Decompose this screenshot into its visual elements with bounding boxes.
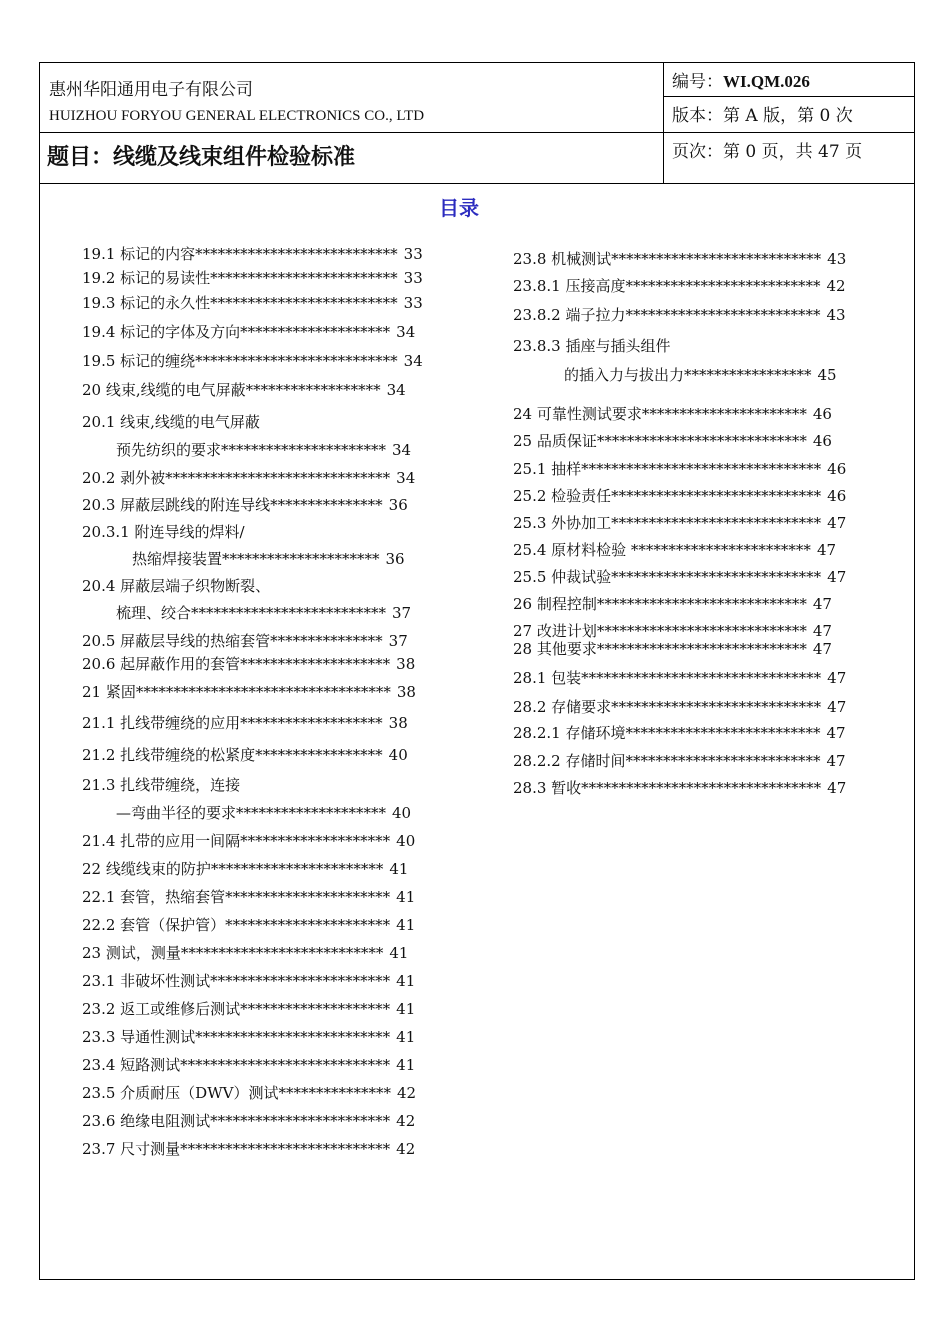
toc-entry-text: 28 其他要求****************************: [513, 640, 807, 658]
toc-entry-page: 41: [396, 1028, 416, 1046]
toc-entry-text: 21.4 扎带的应用一间隔********************: [82, 832, 391, 850]
toc-entry-text: 21.2 扎线带缠绕的松紧度*****************: [82, 746, 383, 764]
toc-entry-text: 20.2 剥外被******************************: [82, 469, 391, 487]
toc-entry-text: 23.4 短路测试****************************: [82, 1056, 391, 1074]
company-name-en: HUIZHOU FORYOU GENERAL ELECTRONICS CO., LTD: [49, 108, 425, 124]
toc-entry-page: 34: [392, 441, 412, 459]
toc-entry-text: 21.1 扎线带缠绕的应用*******************: [82, 714, 383, 732]
toc-left-entry: [82, 1110, 415, 1131]
company-name-cn: 惠州华阳通用电子有限公司: [49, 80, 253, 100]
toc-entry-text: 20.1 线束,线缆的电气屏蔽: [82, 413, 260, 431]
toc-left-entry: [82, 292, 423, 313]
toc-entry-text: 23.5 介质耐压（DWV）测试***************: [82, 1084, 391, 1102]
toc-right-entry: [513, 458, 846, 479]
toc-entry-page: 41: [389, 944, 409, 962]
toc-right-entry: [513, 304, 846, 325]
toc-entry-text: 20.3 屏蔽层跳线的附连导线***************: [82, 496, 383, 514]
toc-left-entry: [82, 681, 416, 702]
toc-left-entry: [82, 243, 423, 264]
toc-entry-text: 23.8 机械测试****************************: [513, 250, 822, 268]
toc-entry-page: 33: [403, 245, 423, 263]
toc-entry-text: 20.4 屏蔽层端子织物断裂、: [82, 577, 271, 595]
toc-entry-page: 34: [403, 352, 423, 370]
toc-right-entry: [513, 275, 846, 296]
toc-left-entry: [82, 575, 270, 596]
toc-entry-page: 41: [396, 1000, 416, 1018]
toc-entry-page: 37: [392, 604, 412, 622]
toc-entry-page: 41: [396, 916, 416, 934]
toc-right-entry: [513, 539, 836, 560]
toc-left-entry: [82, 321, 415, 342]
toc-title: 目录: [439, 196, 479, 220]
toc-entry-page: 45: [817, 366, 837, 384]
toc-entry-text: 28.2.1 存储环境**************************: [513, 724, 821, 742]
toc-entry-text: 23 测试，测量***************************: [82, 944, 384, 962]
toc-entry-text: 28.2.2 存储时间**************************: [513, 752, 821, 770]
toc-right-entry: [513, 667, 846, 688]
toc-right-entry: [513, 485, 846, 506]
toc-left-entry: [82, 411, 260, 432]
toc-left-entry: [82, 774, 240, 795]
toc-left-entry: [82, 350, 423, 371]
toc-entry-text: 19.4 标记的字体及方向********************: [82, 323, 391, 341]
toc-right-entry: [513, 750, 846, 771]
toc-entry-page: 46: [827, 487, 847, 505]
toc-entry-text: 20.6 起屏蔽作用的套管********************: [82, 655, 391, 673]
toc-entry-text: 20.5 屏蔽层导线的热缩套管***************: [82, 632, 383, 650]
toc-entry-text: 25.3 外协加工****************************: [513, 514, 822, 532]
toc-entry-text: —弯曲半径的要求********************: [116, 804, 387, 822]
toc-entry-text: 27 改进计划****************************: [513, 622, 807, 640]
toc-entry-page: 42: [396, 1140, 416, 1158]
toc-entry-text: 19.5 标记的缠绕***************************: [82, 352, 398, 370]
toc-right-entry: [513, 696, 846, 717]
toc-left-entry: [82, 914, 415, 935]
meta-divider-1: [663, 96, 915, 97]
toc-entry-page: 36: [385, 550, 405, 568]
toc-entry-page: 40: [388, 746, 408, 764]
doc-version: 版本：第 A 版，第 0 次: [672, 106, 853, 126]
toc-left-entry: [82, 494, 408, 515]
toc-entry-text: 25.2 检验责任****************************: [513, 487, 822, 505]
toc-left-entry: [82, 886, 415, 907]
toc-left-entry: [116, 802, 411, 823]
toc-left-entry: [82, 712, 408, 733]
toc-entry-text: 的插入力与拔出力*****************: [564, 366, 812, 384]
toc-entry-page: 47: [826, 724, 846, 742]
toc-left-entry: [82, 858, 408, 879]
toc-entry-page: 47: [826, 752, 846, 770]
toc-entry-page: 40: [392, 804, 412, 822]
toc-entry-text: 23.8.3 插座与插头组件: [513, 337, 671, 355]
toc-right-entry: [513, 403, 832, 424]
toc-entry-page: 46: [827, 460, 847, 478]
toc-left-entry: [82, 970, 415, 991]
toc-entry-text: 22.2 套管（保护管）**********************: [82, 916, 391, 934]
toc-entry-text: 梳理、绞合**************************: [116, 604, 387, 622]
toc-right-entry: [513, 722, 846, 743]
toc-entry-page: 42: [396, 1112, 416, 1130]
toc-entry-page: 34: [386, 381, 406, 399]
toc-entry-text: 25 品质保证****************************: [513, 432, 807, 450]
toc-entry-page: 46: [812, 432, 832, 450]
toc-entry-text: 23.8.2 端子拉力**************************: [513, 306, 821, 324]
toc-entry-page: 41: [396, 888, 416, 906]
toc-entry-text: 20 线束,线缆的电气屏蔽******************: [82, 381, 381, 399]
toc-entry-text: 23.3 导通性测试**************************: [82, 1028, 391, 1046]
toc-entry-text: 23.7 尺寸测量****************************: [82, 1140, 391, 1158]
toc-entry-page: 47: [827, 669, 847, 687]
toc-entry-text: 21 紧固**********************************: [82, 683, 391, 701]
toc-left-entry: [82, 1138, 415, 1159]
toc-entry-text: 23.8.1 压接高度**************************: [513, 277, 821, 295]
toc-entry-text: 23.6 绝缘电阻测试************************: [82, 1112, 391, 1130]
toc-entry-page: 47: [812, 622, 832, 640]
toc-entry-text: 28.2 存储要求****************************: [513, 698, 822, 716]
toc-entry-page: 42: [826, 277, 846, 295]
toc-entry-text: 19.2 标记的易读性*************************: [82, 269, 398, 287]
toc-entry-page: 33: [403, 294, 423, 312]
toc-entry-text: 22.1 套管，热缩套管**********************: [82, 888, 391, 906]
toc-entry-page: 41: [396, 1056, 416, 1074]
toc-left-entry: [82, 521, 245, 542]
toc-entry-text: 23.2 返工或维修后测试********************: [82, 1000, 391, 1018]
toc-entry-text: 24 可靠性测试要求**********************: [513, 405, 807, 423]
toc-left-entry: [82, 379, 406, 400]
toc-right-entry: [564, 364, 837, 385]
toc-entry-page: 47: [827, 568, 847, 586]
meta-column-rule: [663, 62, 664, 183]
toc-entry-text: 19.3 标记的永久性*************************: [82, 294, 398, 312]
toc-entry-page: 38: [396, 655, 416, 673]
toc-entry-page: 47: [827, 514, 847, 532]
toc-left-entry: [82, 942, 408, 963]
toc-left-entry: [82, 630, 408, 651]
toc-entry-text: 20.3.1 附连导线的焊料/: [82, 523, 245, 541]
document-title: 题目：线缆及线束组件检验标准: [47, 145, 356, 170]
toc-entry-page: 38: [396, 683, 416, 701]
toc-left-entry: [82, 267, 423, 288]
toc-left-entry: [82, 1054, 415, 1075]
header-divider: [39, 132, 915, 133]
toc-right-entry: [513, 512, 846, 533]
toc-entry-text: 28.3 暂收********************************: [513, 779, 822, 797]
toc-left-entry: [82, 830, 415, 851]
toc-entry-page: 37: [388, 632, 408, 650]
toc-entry-page: 47: [812, 595, 832, 613]
toc-right-entry: [513, 430, 832, 451]
toc-entry-text: 23.1 非破坏性测试************************: [82, 972, 391, 990]
toc-entry-text: 热缩焊接装置*********************: [132, 550, 380, 568]
toc-left-entry: [82, 744, 408, 765]
toc-left-entry: [116, 439, 411, 460]
doc-code-value: WI.QM.026: [723, 72, 810, 91]
toc-entry-text: 19.1 标记的内容***************************: [82, 245, 398, 263]
toc-entry-text: 25.4 原材料检验 ************************: [513, 541, 811, 559]
toc-left-entry: [132, 548, 405, 569]
toc-entry-page: 36: [388, 496, 408, 514]
toc-entry-page: 40: [396, 832, 416, 850]
toc-entry-text: 22 线缆线束的防护***********************: [82, 860, 384, 878]
toc-entry-page: 47: [827, 698, 847, 716]
doc-page-info: 页次：第 0 页，共 47 页: [672, 142, 863, 162]
toc-entry-page: 43: [827, 250, 847, 268]
toc-left-entry: [82, 998, 415, 1019]
toc-right-entry: [513, 335, 670, 356]
doc-code-label: 编号：: [672, 72, 723, 92]
toc-entry-page: 41: [396, 972, 416, 990]
toc-entry-page: 47: [812, 640, 832, 658]
toc-entry-page: 38: [388, 714, 408, 732]
toc-left-entry: [82, 653, 415, 674]
toc-entry-page: 41: [389, 860, 409, 878]
toc-left-entry: [82, 467, 415, 488]
toc-entry-page: 33: [403, 269, 423, 287]
toc-entry-page: 47: [827, 779, 847, 797]
toc-entry-text: 预先纺织的要求**********************: [116, 441, 387, 459]
toc-right-entry: [513, 638, 832, 659]
toc-entry-text: 28.1 包装********************************: [513, 669, 822, 687]
toc-right-entry: [513, 777, 846, 798]
toc-entry-page: 34: [396, 323, 416, 341]
toc-left-entry: [82, 1026, 415, 1047]
toc-right-entry: [513, 248, 846, 269]
toc-entry-page: 42: [396, 1084, 417, 1102]
toc-left-entry: [116, 602, 411, 623]
toc-right-entry: [513, 593, 832, 614]
toc-entry-page: 47: [816, 541, 837, 559]
toc-entry-page: 34: [396, 469, 416, 487]
header-bottom-rule: [39, 183, 915, 184]
toc-entry-text: 25.1 抽样********************************: [513, 460, 822, 478]
toc-entry-text: 25.5 仲裁试验****************************: [513, 568, 822, 586]
toc-entry-text: 21.3 扎线带缠绕，连接: [82, 776, 241, 794]
toc-entry-page: 43: [826, 306, 846, 324]
toc-left-entry: [82, 1082, 416, 1103]
toc-right-entry: [513, 566, 846, 587]
toc-entry-text: 26 制程控制****************************: [513, 595, 807, 613]
doc-code: [672, 67, 810, 92]
toc-entry-page: 46: [812, 405, 832, 423]
